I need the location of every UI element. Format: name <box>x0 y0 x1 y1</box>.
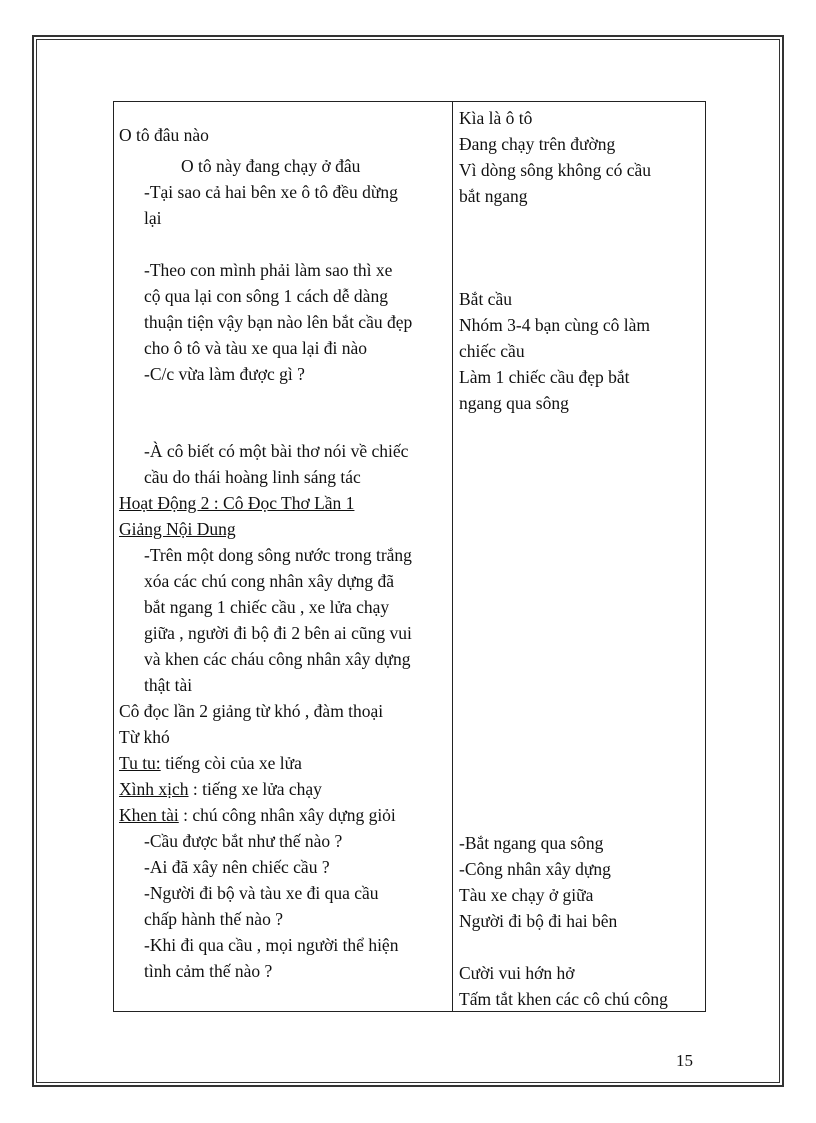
question-line: -Cầu được bắt như thế nào ? <box>144 831 343 851</box>
text-line: Kìa là ô tô <box>459 108 533 128</box>
answer-line: Cười vui hớn hở <box>459 963 575 983</box>
teacher-activities-column <box>114 102 453 1012</box>
answer-line: Người đi bộ đi hai bên <box>459 911 618 931</box>
text-line: lại <box>144 208 162 228</box>
text-line: thuận tiện vậy bạn nào lên bắt cầu đẹp <box>144 312 413 332</box>
text-line: O tô đâu nào <box>119 125 209 145</box>
question-line: -Ai đã xây nên chiếc cầu ? <box>144 857 330 877</box>
text-line: Làm 1 chiếc cầu đẹp bắt <box>459 367 630 387</box>
vocab-line <box>119 751 302 777</box>
text-line: Từ khó <box>119 727 170 747</box>
text-line: ngang qua sông <box>459 393 569 413</box>
question-line: -Người đi bộ và tàu xe đi qua cầu <box>144 883 379 903</box>
text-line: cho ô tô và tàu xe qua lại đi nào <box>144 338 368 358</box>
text-line: -Tại sao cả hai bên xe ô tô đều dừng <box>144 182 398 202</box>
vocab-term: Tu tu: <box>119 753 161 773</box>
text-line: cộ qua lại con sông 1 cách dễ dàng <box>144 286 388 306</box>
text-line: chiếc cầu <box>459 341 525 361</box>
text-line: và khen các cháu công nhân xây dựng <box>144 649 411 669</box>
question-line: tình cảm thế nào ? <box>144 961 273 981</box>
vocab-definition: : tiếng xe lửa chạy <box>188 779 322 799</box>
question-line: chấp hành thế nào ? <box>144 909 283 929</box>
vocab-line <box>119 777 322 803</box>
vocab-term: Khen tài <box>119 805 179 825</box>
text-line: O tô này đang chạy ở đâu <box>181 156 361 176</box>
child-activities-column <box>453 102 706 1012</box>
text-line: Vì dòng sông không có cầu <box>459 160 651 180</box>
text-line: bắt ngang <box>459 186 528 206</box>
text-line: -Theo con mình phải làm sao thì xe <box>144 260 393 280</box>
text-line: Cô đọc lần 2 giảng từ khó , đàm thoại <box>119 701 384 721</box>
text-line: bắt ngang 1 chiếc cầu , xe lửa chạy <box>144 597 390 617</box>
text-line: xóa các chú cong nhân xây dựng đã <box>144 571 395 591</box>
text-line: -C/c vừa làm được gì ? <box>144 364 305 384</box>
answer-line: Tấm tắt khen các cô chú công <box>459 989 668 1009</box>
page-number: 15 <box>676 1051 693 1070</box>
section-heading: Hoạt Động 2 : Cô Đọc Thơ Lần 1 <box>119 493 355 513</box>
vocab-line <box>119 803 396 829</box>
text-line: -À cô biết có một bài thơ nói về chiếc <box>144 441 409 461</box>
vocab-definition: : chú công nhân xây dựng giỏi <box>178 805 396 825</box>
text-line: Nhóm 3-4 bạn cùng cô làm <box>459 315 650 335</box>
vocab-definition: tiếng còi của xe lửa <box>160 753 302 773</box>
text-line: cầu do thái hoàng linh sáng tác <box>144 467 361 487</box>
text-line: -Trên một dong sông nước trong trắng <box>144 545 412 565</box>
answer-line: Tàu xe chạy ở giữa <box>459 885 594 905</box>
text-line: giữa , người đi bộ đi 2 bên ai cũng vui <box>144 623 412 643</box>
answer-line: -Công nhân xây dựng <box>459 859 611 879</box>
text-line: Bắt cầu <box>459 289 512 309</box>
text-line: thật tài <box>144 675 193 695</box>
lesson-plan-table <box>113 101 706 1012</box>
text-line: Đang chạy trên đường <box>459 134 616 154</box>
question-line: -Khi đi qua cầu , mọi người thể hiện <box>144 935 399 955</box>
section-subheading: Giảng Nội Dung <box>119 519 236 539</box>
vocab-term: Xình xịch <box>119 779 189 799</box>
answer-line: -Bắt ngang qua sông <box>459 833 604 853</box>
